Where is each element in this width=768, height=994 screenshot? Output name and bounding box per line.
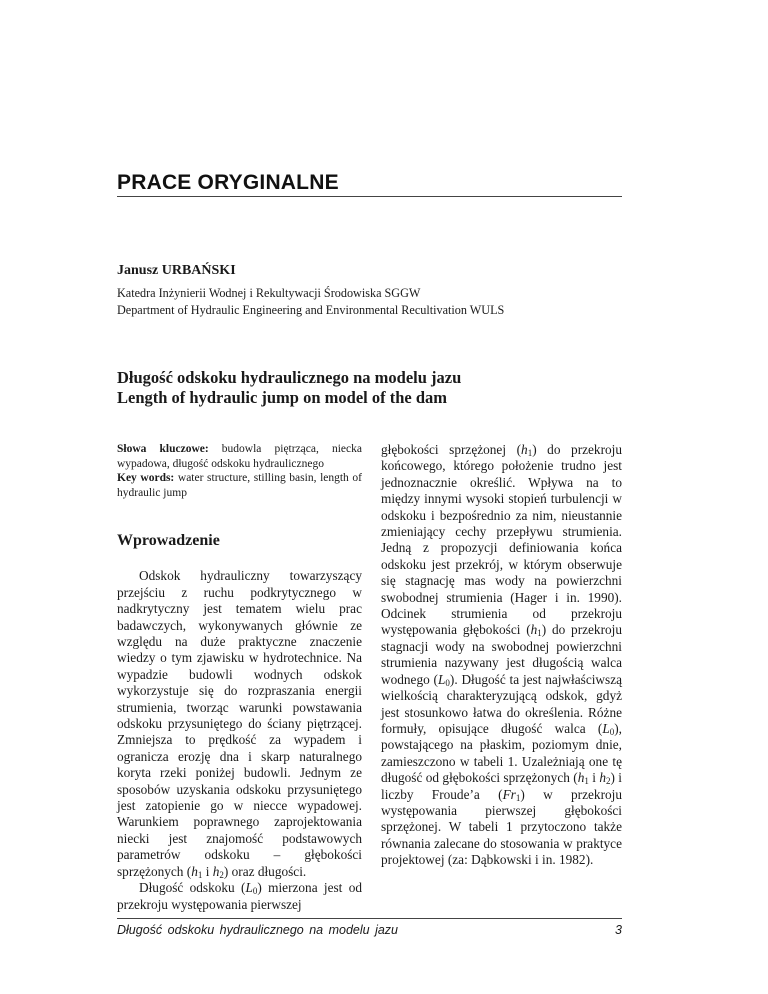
right-column (381, 442, 622, 869)
keywords-english (117, 471, 362, 500)
symbol-L: L (437, 671, 446, 687)
paragraph-1-text: ) oraz długości. (223, 863, 307, 879)
keywords-polish (117, 442, 362, 471)
symbol-Fr: Fr (502, 786, 516, 802)
section-heading: Wprowadzenie (117, 532, 220, 550)
symbol-L: L (602, 720, 610, 736)
paragraph-1-text: Odskok hydrauliczny towarzyszący przejściu z ruchu podkrytycznego w nadkrytyczny jest tematem wielu prac badawczych, wykonywanych głównie ze względu na duże praktyczne znaczenie wiedzy o tym zjawisku w hydrotechnice. Na wypadzie budowli wodnych odskok wykorzystuje się do rozpraszania energii strumienia, tworząc warunki powstawania odskoku przysuniętego do ściany piętrzącej. Zmniejsza to prędkość za wypadem i ogranicza erozję dna i skarp naturalnego koryta rzeki poniżej budowli. Jednym ze sposobów uzyskania odskoku przysuniętego jest zatopienie go w niecce wypadowej. Warunkiem poprawnego zaprojektowania niecki jest znajomość podstawowych parametrów odskoku – głębokości sprzężonych ( (117, 568, 362, 879)
symbol-h: h (212, 863, 220, 879)
paragraph-1 (117, 568, 362, 880)
author-name: Janusz URBAŃSKI (117, 263, 236, 278)
subscript: 1 (584, 776, 589, 787)
paragraph-1-text: i (202, 863, 213, 879)
paragraph-text: głębokości sprzężonej ( (381, 442, 522, 457)
running-footer-title: Długość odskoku hydraulicznego na modelu jazu (117, 923, 398, 937)
affiliation-polish: Katedra Inżynierii Wodnej i Rekultywacji Środowiska SGGW (117, 286, 421, 300)
paragraph-text: ) i liczby Froude’a ( (381, 770, 622, 802)
header-rule (117, 196, 622, 197)
paragraph-2-text: ) mierzona jest od przekroju występowania pierwszej (117, 880, 362, 912)
keywords-english-text: water structure, stilling basin, length of hydraulic jump (117, 472, 362, 499)
paragraph-continued (381, 442, 622, 869)
section-label: PRACE ORYGINALNE (117, 171, 339, 194)
subscript: 1 (537, 628, 542, 639)
symbol-h: h (577, 770, 585, 786)
paragraph-text: ), powstającego na płaskim, poziomym dnie, zamieszczono w tabeli 1. Uzależniają one tę długość od głębokości sprzężonych ( (381, 720, 622, 786)
symbol-h: h (191, 863, 198, 879)
subscript: 1 (515, 792, 521, 803)
paragraph-text: ) do przekroju stagnacji wody na swobodnej powierzchni strumienia nazywany jest długością walca wodnego ( (381, 622, 622, 687)
subscript: 2 (219, 869, 224, 880)
subscript: 2 (605, 776, 611, 787)
affiliation-english: Department of Hydraulic Engineering and Environmental Recultivation WULS (117, 303, 505, 317)
footer-rule (117, 918, 622, 919)
left-column (117, 442, 362, 913)
paragraph-text: ) w przekroju występowania pierwszej głębokości sprzężonej. W tabeli 1 przytoczono także równania zalecane do stosowania w praktyce projektowej (za: Dąbkowski i in. 1982). (381, 786, 622, 868)
keywords-polish-text: budowla piętrząca, niecka wypadowa, długość odskoku hydraulicznego (117, 443, 362, 470)
symbol-L: L (245, 880, 253, 896)
paragraph-text: ). Długość ta jest najwłaściwszą wielkością charakteryzującą odskok, gdyż jest stosunkowo łatwa do określenia. Różne formuły, opisujące długość walca ( (381, 671, 623, 736)
title-english: Length of hydraulic jump on model of the dam (117, 388, 448, 407)
paragraph-text: i (588, 770, 600, 786)
paragraph-text: ) do przekroju końcowego, którego położenie trudno jest jednoznacznie określić. Wpływa na to między innymi wysoki stopień turbulencji w odskoku i bezpośrednio za nim, nieustannie zmieniający cechy przepływu strumienia. Jedną z propozycji definiowania końca odskoku jest przekrój, w którym obserwuje się stagnację mas wody na powierzchni swobodnej strumienia (Hager i in. 1990). Odcinek strumienia od przekroju występowania głębokości ( (381, 442, 622, 638)
keywords-polish-label: Słowa kluczowe: (117, 443, 209, 455)
keywords-english-label: Key words: (117, 472, 175, 485)
subscript: 1 (527, 448, 533, 458)
symbol-h: h (530, 622, 538, 638)
page-number: 3 (615, 923, 622, 937)
subscript: 1 (197, 869, 203, 880)
title-polish: Długość odskoku hydraulicznego na modelu jazu (117, 368, 462, 387)
symbol-h: h (599, 770, 606, 786)
paragraph-2-text: Długość odskoku ( (139, 880, 246, 896)
symbol-h: h (521, 442, 528, 457)
paragraph-2 (117, 880, 362, 913)
subscript: 0 (445, 677, 450, 688)
subscript: 0 (252, 886, 258, 897)
subscript: 0 (609, 726, 615, 737)
